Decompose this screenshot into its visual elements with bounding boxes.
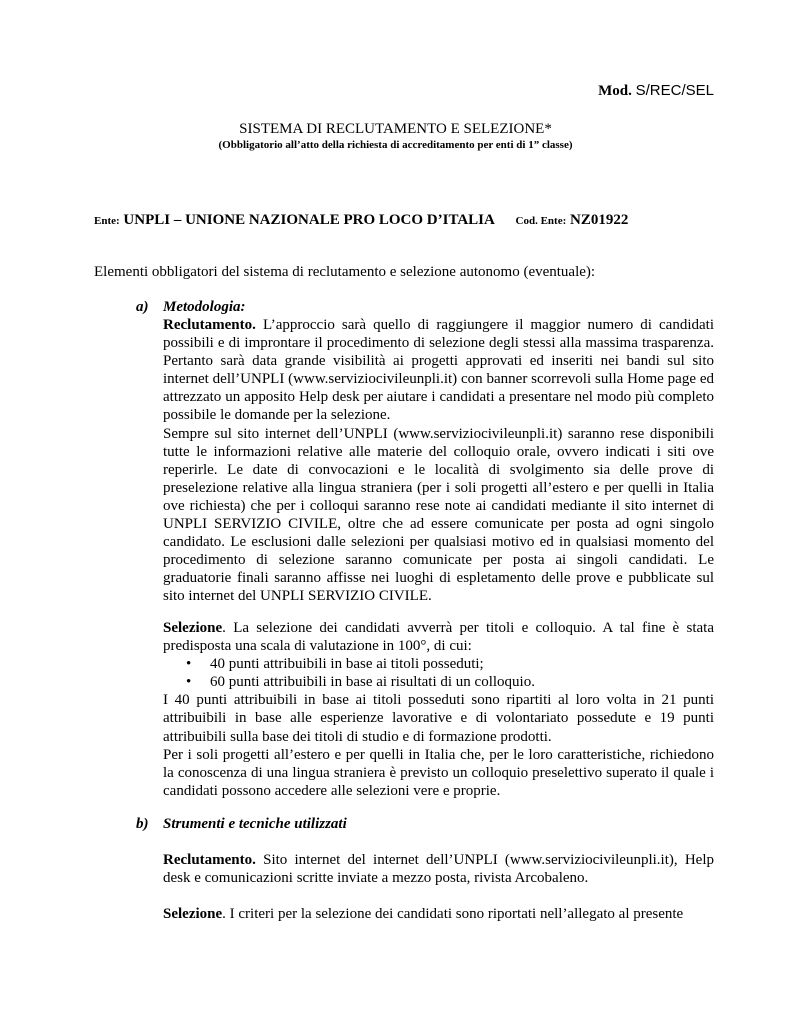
selezione-label: Selezione: [163, 620, 223, 636]
document-title: SISTEMA DI RECLUTAMENTO E SELEZIONE*: [239, 121, 552, 137]
ente-line: [94, 212, 628, 229]
section-a-selezione: [163, 619, 714, 800]
strumenti-selezione-text: . I criteri per la selezione dei candidati sono riportati nell’allegato al presente: [222, 906, 684, 922]
ente-cod-value: NZ01922: [570, 212, 629, 228]
ente-cod-label: Cod. Ente:: [515, 215, 567, 227]
strumenti-reclutamento-paragraph: [163, 851, 714, 887]
section-a-title: Metodologia:: [163, 299, 246, 315]
bullet-item: [163, 655, 714, 673]
reclutamento-paragraph: [163, 316, 714, 425]
reclutamento-paragraph-2: Sempre sul sito internet dell’UNPLI (www.serviziocivileunpli.it) saranno rese disponibili tutte le informazioni relative alle materie del colloquio orale, ovvero indicati i siti ove reperirle. Le date di convocazioni e le località di svolgimento sia delle prove di preselezione relative alla lingua straniera (per i soli progetti all’estero e per quelli in Italia ove richiesta) che per i colloqui saranno rese note ai candidati mediante il sito internet di UNPLI SERVIZIO CIVILE, oltre che ad essere comunicate per posta ad ogni singolo candidato. Le esclusioni dalle selezioni per qualsiasi motivo ed in qualsiasi momento del procedimento di selezione saranno comunicate per posta ai singoli candidati. Le graduatorie finali saranno affisse nei luoghi di espletamento delle prove e pubblicate sul sito internet del UNPLI SERVIZIO CIVILE.: [163, 425, 714, 605]
section-b-letter: b): [136, 816, 149, 832]
selezione-text: . La selezione dei candidati avverrà per titoli e colloquio. A tal fine è stata predisposta una scala di valutazione in 100°, di cui:: [163, 620, 714, 655]
mod-code-value: S/REC/SEL: [635, 82, 714, 99]
section-a-reclutamento: [163, 316, 714, 606]
selezione-paragraph-3: Per i soli progetti all’estero e per quelli in Italia che, per le loro caratteristiche, richiedono la conoscenza di una lingua straniera è previsto un colloquio preselettivo superato il quale i candidati possono accedere alle selezioni vere e proprie.: [163, 746, 714, 799]
ente-label: Ente:: [94, 215, 120, 227]
document-subtitle: (Obbligatorio all’atto della richiesta di accreditamento per enti di 1” classe): [218, 139, 573, 151]
intro-text: Elementi obbligatori del sistema di reclutamento e selezione autonomo (eventuale):: [94, 264, 596, 280]
reclutamento-label: Reclutamento.: [163, 317, 256, 333]
section-b-reclutamento: [163, 851, 714, 887]
section-b-title: Strumenti e tecniche utilizzati: [163, 816, 347, 832]
selezione-paragraph-2: I 40 punti attribuibili in base ai titoli posseduti sono ripartiti al loro volta in 21 punti attribuibili in base alle esperienze lavorative e di volontariato possedute e 19 punti attribuibili sulla base dei titoli di studio e di formazione prodotti.: [163, 692, 714, 745]
strumenti-selezione-label: Selezione: [163, 906, 223, 922]
bullet-text: 60 punti attribuibili in base ai risultati di un colloquio.: [210, 674, 535, 691]
section-b-selezione: [163, 905, 714, 923]
selezione-paragraph: [163, 619, 714, 655]
bullet-icon: •: [186, 674, 192, 691]
bullet-icon: •: [186, 656, 192, 673]
model-code: [598, 82, 714, 100]
section-a-letter: a): [136, 299, 149, 315]
section-a-heading: [136, 299, 246, 316]
strumenti-reclutamento-text: Sito internet del internet dell’UNPLI (www.serviziocivileunpli.it), Help desk e comunicazioni scritte inviate a mezzo posta, rivista Arcobaleno.: [163, 852, 714, 887]
mod-label: Mod.: [598, 83, 632, 99]
strumenti-selezione-paragraph: [163, 905, 714, 923]
bullet-text: 40 punti attribuibili in base ai titoli posseduti;: [210, 656, 484, 673]
bullet-item: [163, 673, 714, 691]
section-b-heading: [136, 816, 347, 833]
reclutamento-text: L’approccio sarà quello di raggiungere il maggior numero di candidati possibili e di improntare il procedimento di selezione degli stessi alla massima trasparenza. Pertanto sarà data grande visibilità ai progetti approvati ed inseriti nei bandi sul sito internet dell’UNPLI (www.serviziocivileunpli.it) con banner scorrevoli sulla Home page ed attrezzato un apposito Help desk per aiutare i candidati a presentare nel modo più completo possibile le domande per la selezione.: [163, 317, 714, 424]
strumenti-reclutamento-label: Reclutamento.: [163, 852, 256, 868]
ente-name: UNPLI – UNIONE NAZIONALE PRO LOCO D’ITALIA: [123, 212, 495, 228]
